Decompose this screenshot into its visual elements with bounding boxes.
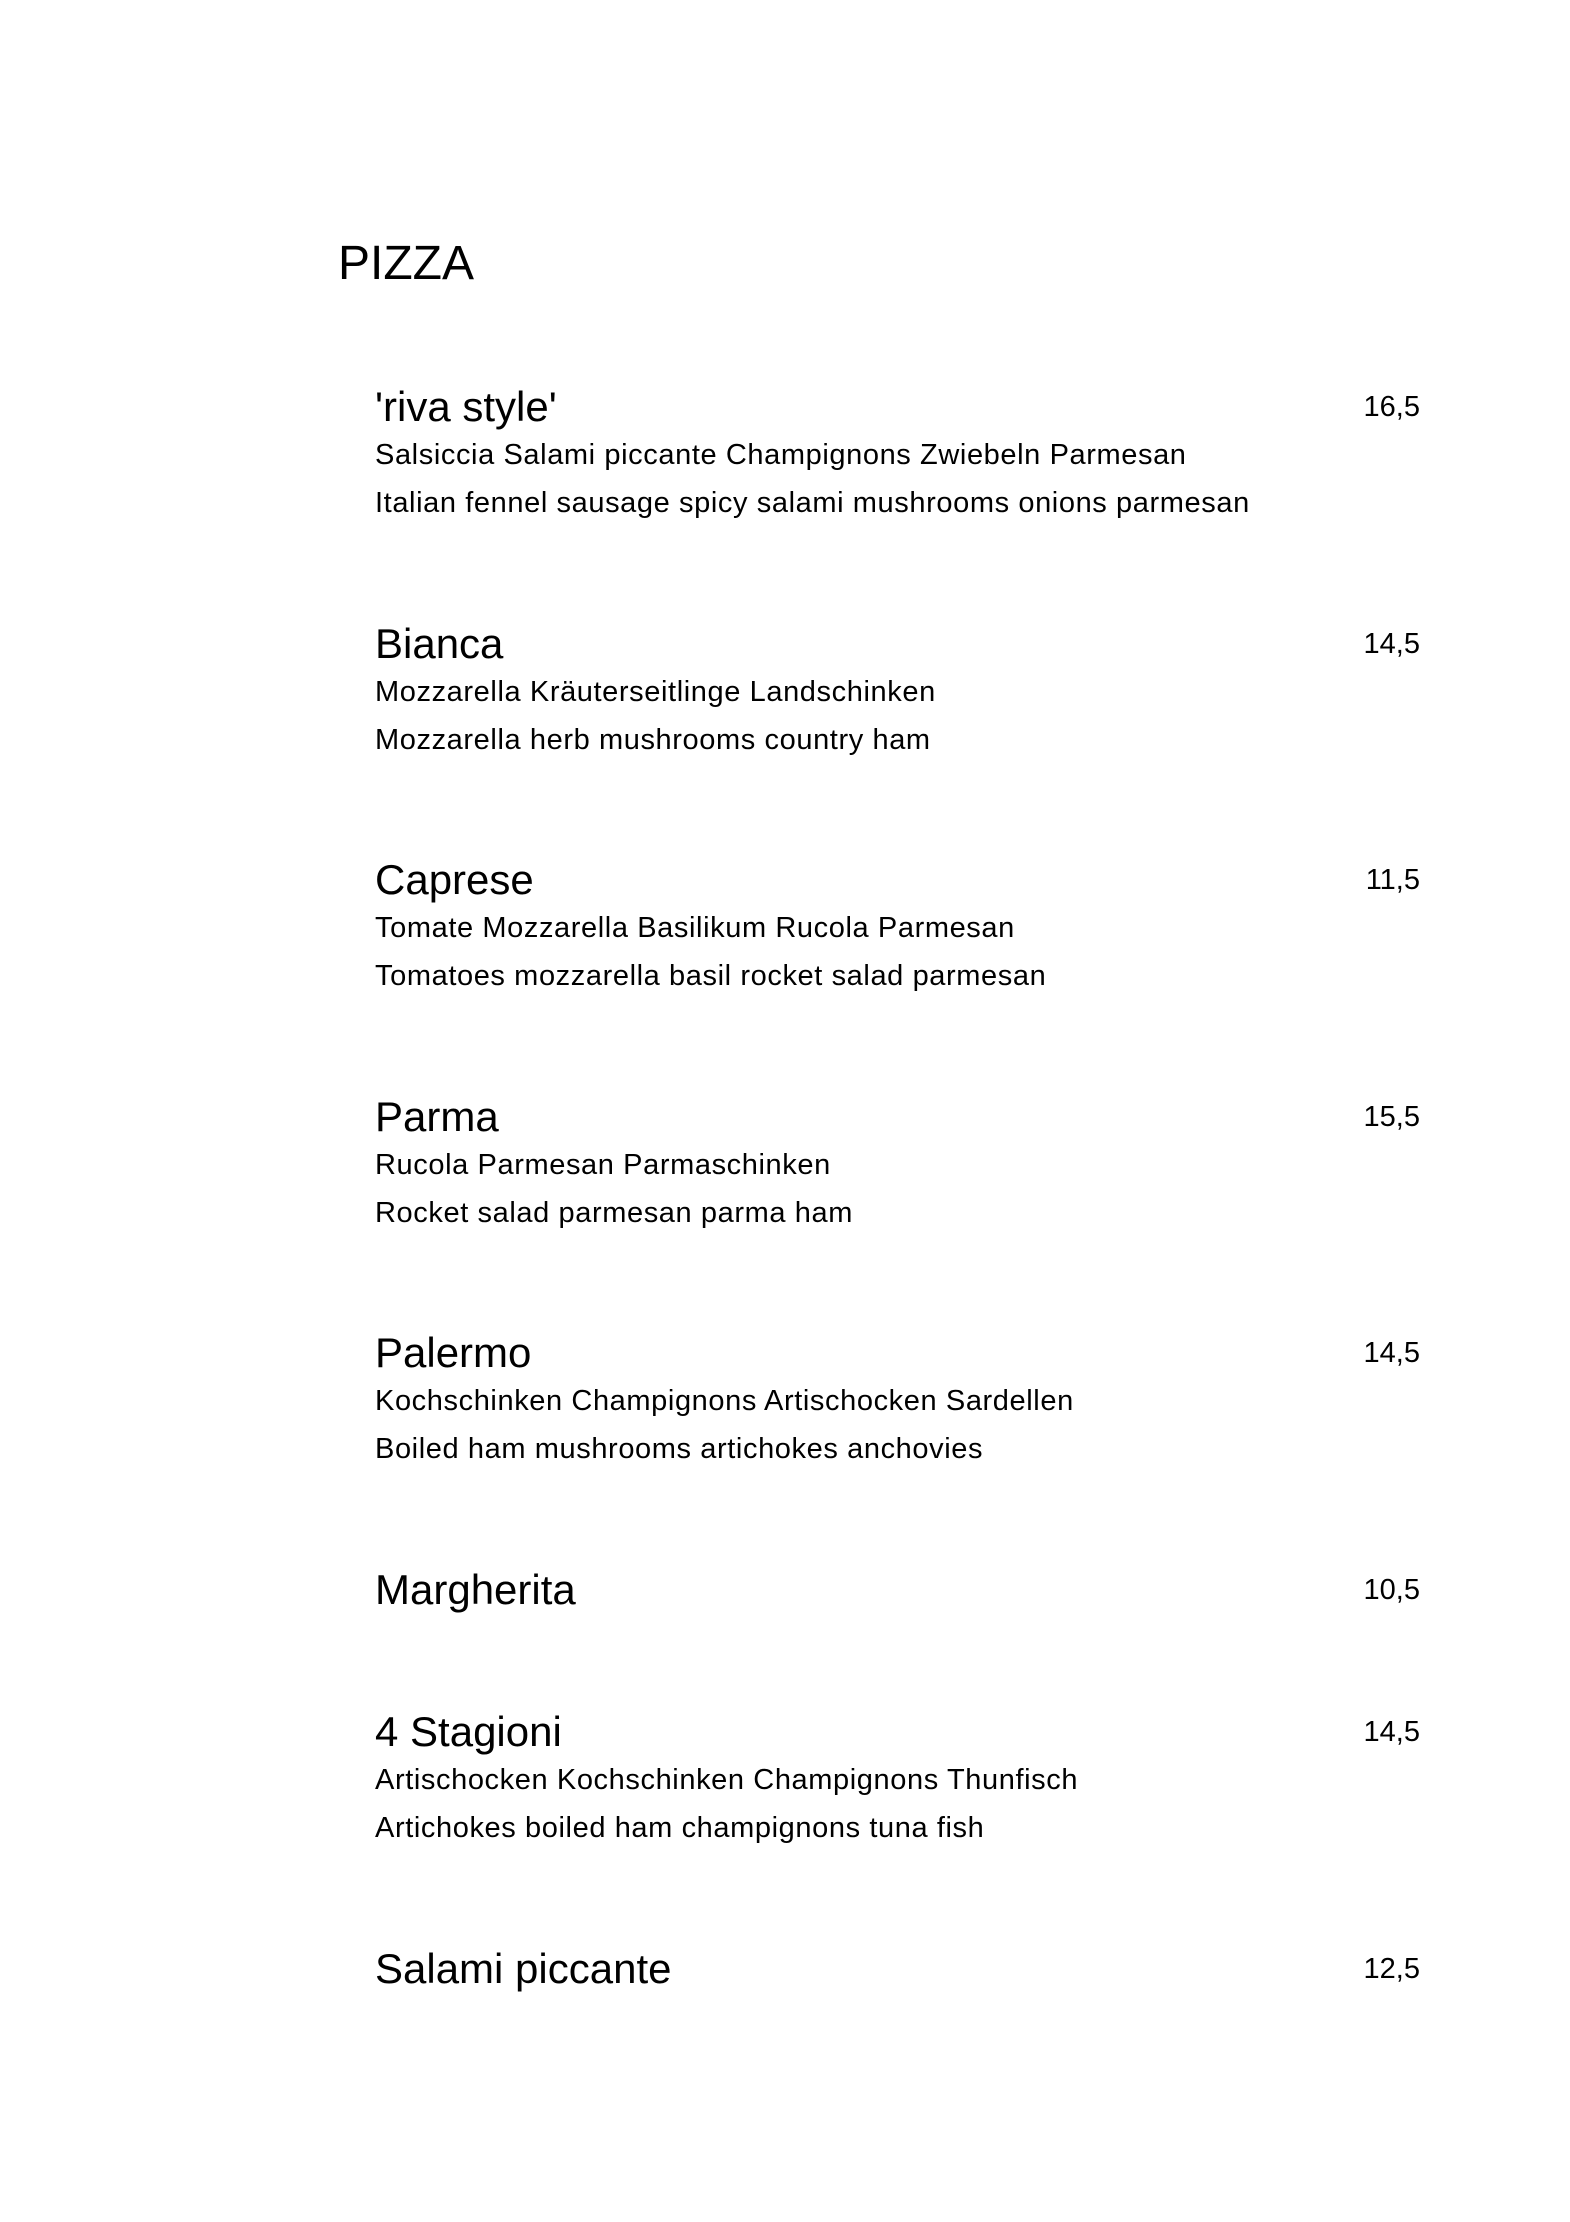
item-description-english: Artichokes boiled ham champignons tuna fish bbox=[375, 1812, 985, 1844]
item-name: Margherita bbox=[375, 1566, 576, 1613]
item-price: 14,5 bbox=[1363, 1337, 1420, 1369]
item-description-german: Tomate Mozzarella Basilikum Rucola Parmesan bbox=[375, 912, 1015, 944]
item-name: Salami piccante bbox=[375, 1945, 672, 1992]
item-price: 14,5 bbox=[1363, 628, 1420, 660]
item-price: 10,5 bbox=[1363, 1574, 1420, 1606]
item-price: 11,5 bbox=[1365, 864, 1420, 896]
item-name: 4 Stagioni bbox=[375, 1708, 562, 1755]
item-description-german: Salsiccia Salami piccante Champignons Zwiebeln Parmesan bbox=[375, 439, 1187, 471]
item-description-german: Artischocken Kochschinken Champignons Thunfisch bbox=[375, 1764, 1079, 1796]
item-description-german: Mozzarella Kräuterseitlinge Landschinken bbox=[375, 676, 936, 708]
item-price: 16,5 bbox=[1363, 391, 1420, 423]
item-price: 15,5 bbox=[1363, 1101, 1420, 1133]
page-title: PIZZA bbox=[338, 237, 475, 290]
item-description-english: Boiled ham mushrooms artichokes anchovies bbox=[375, 1433, 984, 1465]
item-name: 'riva style' bbox=[375, 383, 557, 430]
item-description-english: Mozzarella herb mushrooms country ham bbox=[375, 724, 931, 756]
item-price: 12,5 bbox=[1363, 1953, 1420, 1985]
item-price: 14,5 bbox=[1363, 1716, 1420, 1748]
item-name: Palermo bbox=[375, 1329, 532, 1376]
item-description-german: Rucola Parmesan Parmaschinken bbox=[375, 1149, 831, 1181]
item-name: Parma bbox=[375, 1093, 499, 1140]
item-description-english: Tomatoes mozzarella basil rocket salad parmesan bbox=[375, 960, 1047, 992]
item-name: Caprese bbox=[375, 856, 534, 903]
item-description-english: Italian fennel sausage spicy salami mushrooms onions parmesan bbox=[375, 487, 1250, 519]
item-name: Bianca bbox=[375, 620, 504, 667]
item-description-german: Kochschinken Champignons Artischocken Sardellen bbox=[375, 1385, 1074, 1417]
item-description-english: Rocket salad parmesan parma ham bbox=[375, 1197, 853, 1229]
